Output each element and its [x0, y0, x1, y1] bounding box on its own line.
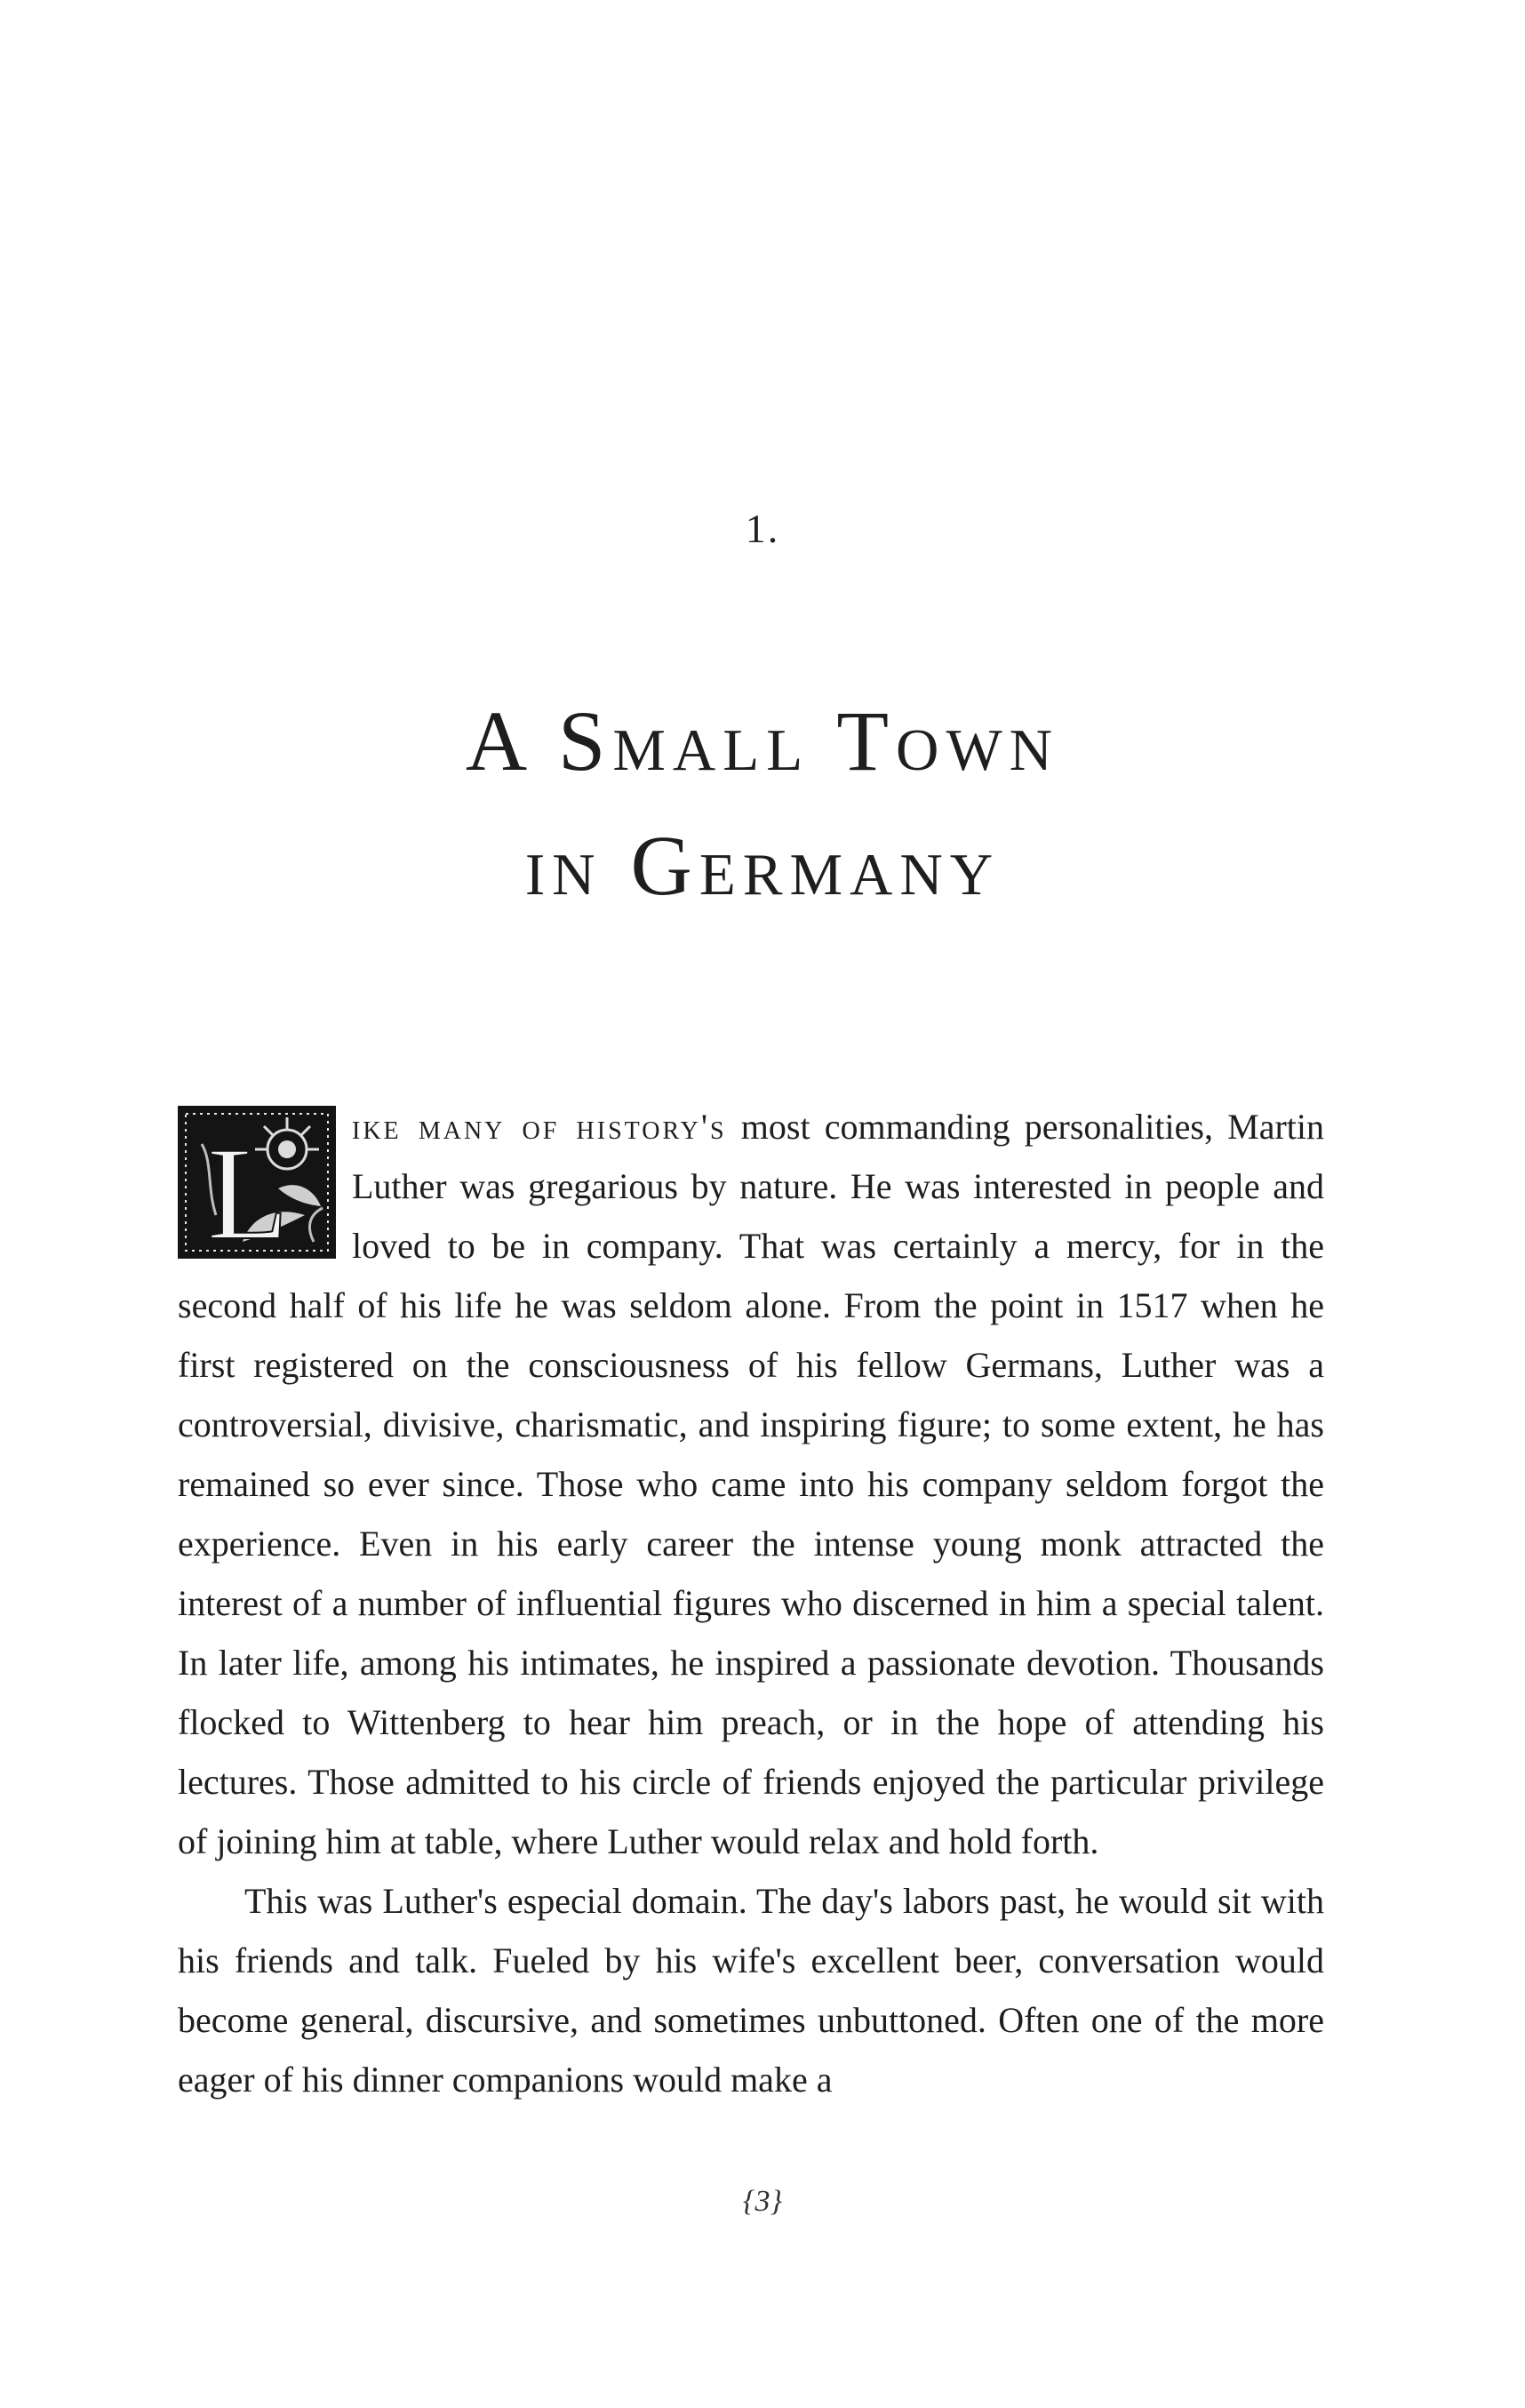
chapter-title-line-1: A Small Town: [465, 693, 1060, 789]
page-number: {3}: [742, 2185, 783, 2218]
paragraph-1-lead-in: ike many of history's: [352, 1107, 727, 1147]
drop-cap-letter: L: [207, 1120, 289, 1256]
ornamental-initial-icon: [178, 1106, 336, 1259]
body-text: [178, 1097, 1324, 2109]
paragraph-1: [178, 1097, 1324, 1871]
chapter-title: [0, 679, 1525, 928]
chapter-number: 1.: [745, 506, 780, 551]
chapter-title-line-2: in Germany: [524, 818, 1001, 914]
paragraph-2: This was Luther's especial domain. The day's labors past, he would sit with his friends and talk. Fueled by his wife's excellent beer, conversation would become general, discursive, and sometimes unbuttoned. Often one of the more eager of his dinner companions would make a: [178, 1881, 1324, 2100]
paragraph-1-text: most commanding personalities, Martin Luther was gregarious by nature. He was interested in people and loved to be in company. That was certainly a mercy, for in the second half of his life he was seldom alone. From the point in 1517 when he first registered on the consciousness of his fellow Germans, Luther was a controversial, divisive, charismatic, and inspiring figure; to some extent, he has remained so ever since. Those who came into his company seldom forgot the experience. Even in his early career the intense young monk attracted the interest of a number of influential figures who discerned in him a special talent. In later life, among his intimates, he inspired a passionate devotion. Thousands flocked to Wittenberg to hear him preach, or in the hope of attending his lectures. Those admitted to his circle of friends enjoyed the particular privilege of joining him at table, where Luther would relax and hold forth.: [178, 1107, 1324, 1861]
